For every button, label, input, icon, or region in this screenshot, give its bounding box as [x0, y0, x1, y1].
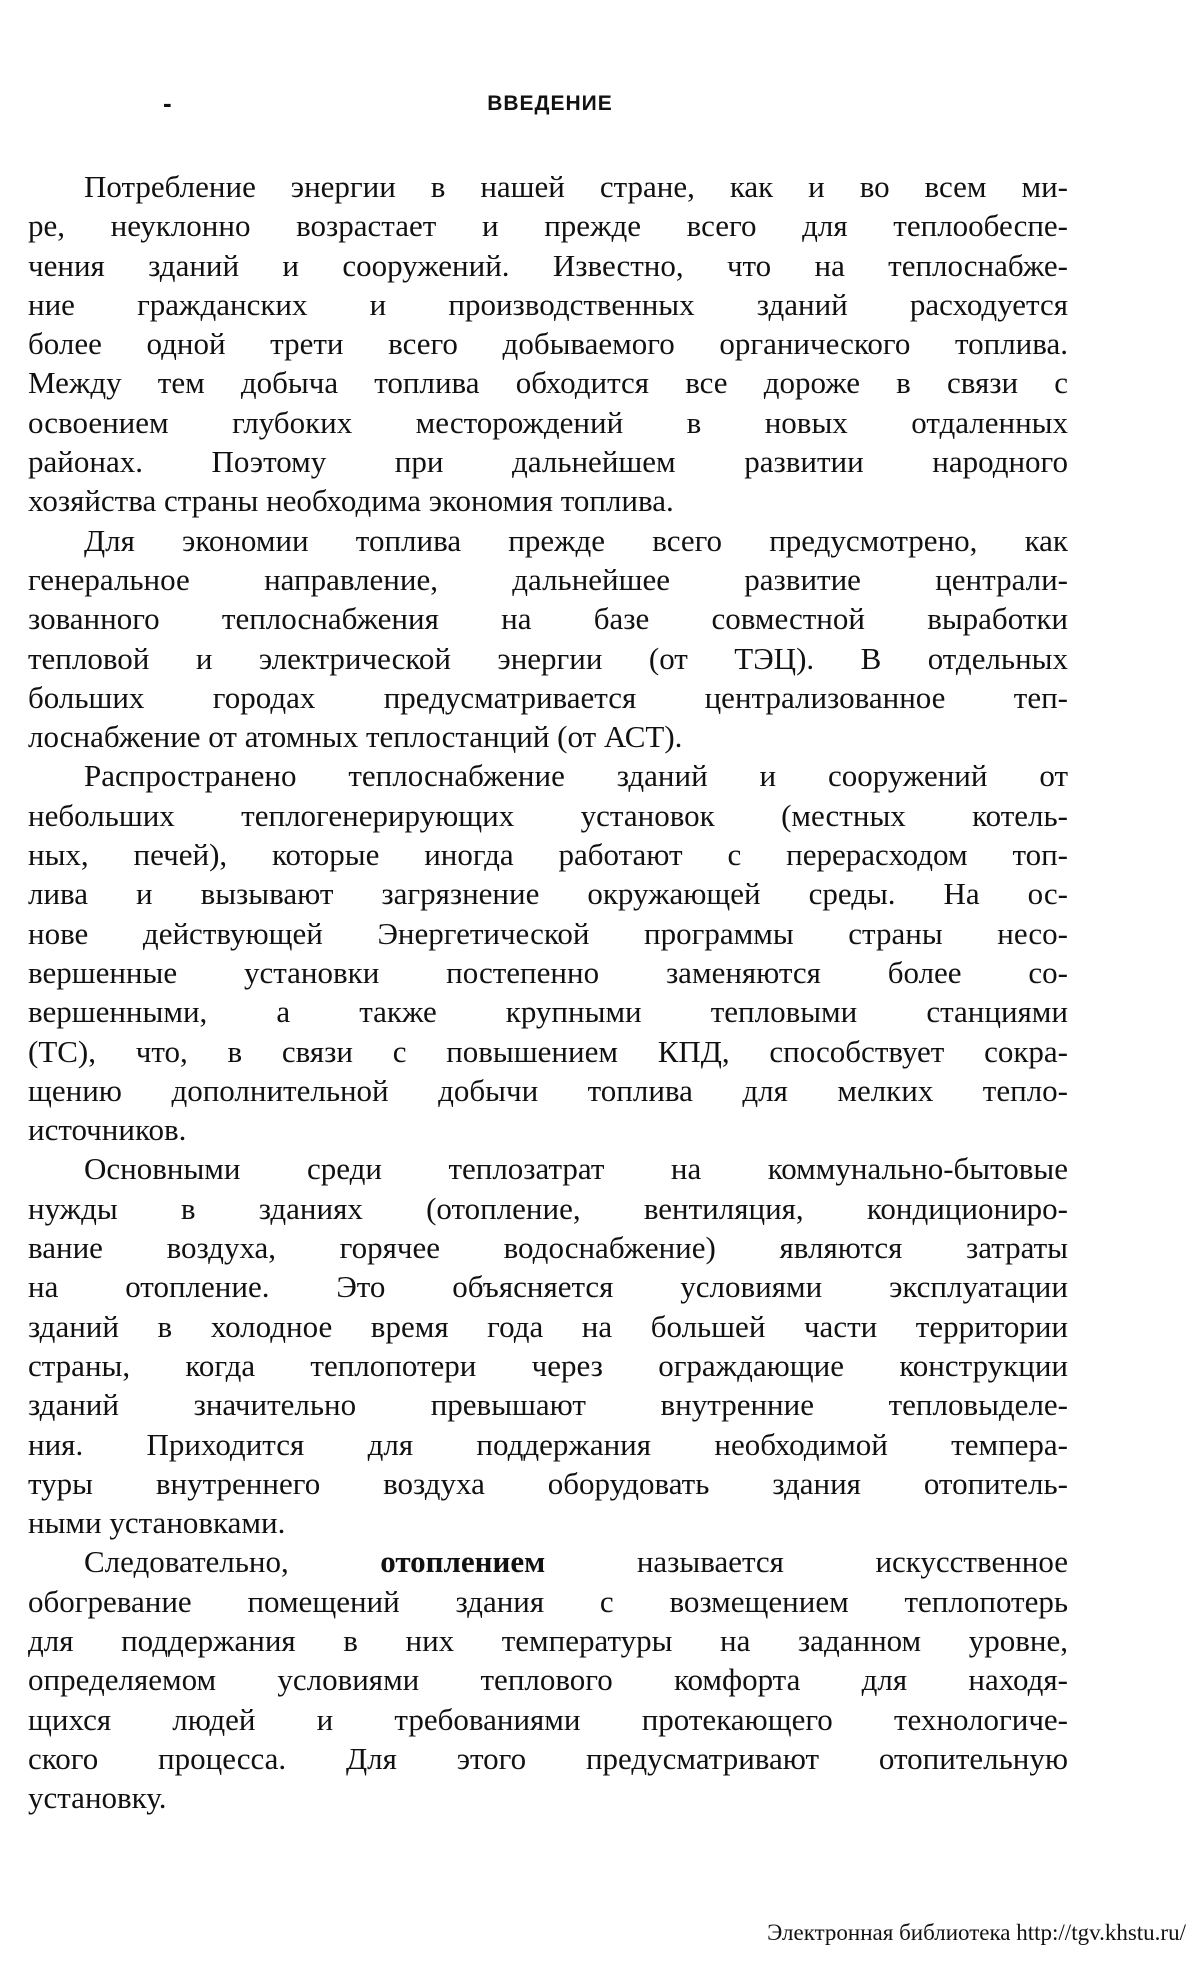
text-line: определяемом условиями теплового комфорта для находя- — [28, 1662, 1068, 1698]
text-line: тепловой и электрической энергии (от ТЭЦ). В отдельных — [28, 640, 1068, 676]
text-line: нове действующей Энергетической программы страны несо- — [28, 915, 1068, 951]
text-line: больших городах предусматривается централизованное теп- — [28, 679, 1068, 715]
footer-library-credit: Электронная библиотека http://tgv.khstu.ru/ — [767, 1920, 1186, 1945]
text-line: Для экономии топлива прежде всего предусмотрено, как — [84, 522, 1068, 558]
text-line: небольших теплогенерирующих установок (местных котель- — [28, 797, 1068, 833]
text-line: вершенными, а также крупными тепловыми станциями — [28, 994, 1068, 1030]
text-line: более одной трети всего добываемого органического топлива. — [28, 326, 1068, 362]
text-fragment: называется искусственное — [636, 1544, 1069, 1580]
text-line: на отопление. Это объясняется условиями эксплуатации — [28, 1269, 1068, 1305]
paragraph — [28, 167, 1068, 521]
text-line: лоснабжение от атомных теплостанций (от АСТ). — [28, 719, 683, 755]
paragraph — [28, 521, 1068, 757]
paragraph — [28, 1542, 1068, 1817]
text-line: чения зданий и сооружений. Известно, что на теплоснабже- — [28, 247, 1068, 283]
text-line: зованного теплоснабжения на базе совместной выработки — [28, 601, 1068, 637]
text-line: Распространено теплоснабжение зданий и сооружений от — [84, 758, 1068, 794]
margin-dash: - — [163, 88, 172, 118]
text-line: вание воздуха, горячее водоснабжение) являются затраты — [28, 1230, 1068, 1266]
body-text — [28, 167, 1068, 1817]
text-line: ние гражданских и производственных зданий расходуется — [28, 286, 1068, 322]
text-line: вершенные установки постепенно заменяются более со- — [28, 954, 1068, 990]
page-heading: ВВЕДЕНИЕ — [487, 92, 613, 115]
text-line: туры внутреннего воздуха оборудовать здания отопитель- — [28, 1465, 1068, 1501]
text-line: ре, неуклонно возрастает и прежде всего для теплообеспе- — [28, 208, 1068, 244]
text-line: Потребление энергии в нашей стране, как и во всем ми- — [84, 169, 1068, 204]
text-line: установку. — [28, 1780, 167, 1816]
text-line: районах. Поэтому при дальнейшем развитии народного — [28, 444, 1068, 480]
text-line: Между тем добыча топлива обходится все дороже в связи с — [28, 365, 1068, 401]
text-line: обогревание помещений здания с возмещением теплопотерь — [28, 1583, 1068, 1619]
text-line: зданий значительно превышают внутренние тепловыделе- — [28, 1387, 1068, 1423]
text-line: генеральное направление, дальнейшее развитие централи- — [28, 561, 1068, 597]
defined-term: отоплением — [380, 1544, 546, 1580]
paragraph — [28, 756, 1068, 1149]
text-line: страны, когда теплопотери через ограждающие конструкции — [28, 1347, 1068, 1383]
text-line: (ТС), что, в связи с повышением КПД, способствует сокра- — [28, 1033, 1068, 1069]
text-line: щихся людей и требованиями протекающего технологиче- — [28, 1701, 1068, 1737]
text-fragment: Следовательно, — [84, 1544, 289, 1580]
text-line: лива и вызывают загрязнение окружающей среды. На ос- — [28, 876, 1068, 912]
text-line: ными установками. — [28, 1505, 286, 1541]
text-line: источников. — [28, 1112, 187, 1148]
text-line: ского процесса. Для этого предусматривают отопительную — [28, 1740, 1068, 1776]
text-line: для поддержания в них температуры на заданном уровне, — [28, 1622, 1068, 1658]
text-line: зданий в холодное время года на большей части территории — [28, 1308, 1068, 1344]
text-line: ных, печей), которые иногда работают с перерасходом топ- — [28, 837, 1068, 873]
text-line: нужды в зданиях (отопление, вентиляция, кондициониро- — [28, 1190, 1068, 1226]
text-line: освоением глубоких месторождений в новых отдаленных — [28, 404, 1068, 440]
text-line — [28, 1542, 1068, 1581]
text-line: щению дополнительной добычи топлива для мелких тепло- — [28, 1072, 1068, 1108]
paragraph — [28, 1149, 1068, 1542]
text-line: Основными среди теплозатрат на коммунально-бытовые — [84, 1151, 1068, 1187]
text-line: ния. Приходится для поддержания необходимой темпера- — [28, 1426, 1068, 1462]
text-line: хозяйства страны необходима экономия топлива. — [28, 483, 674, 519]
